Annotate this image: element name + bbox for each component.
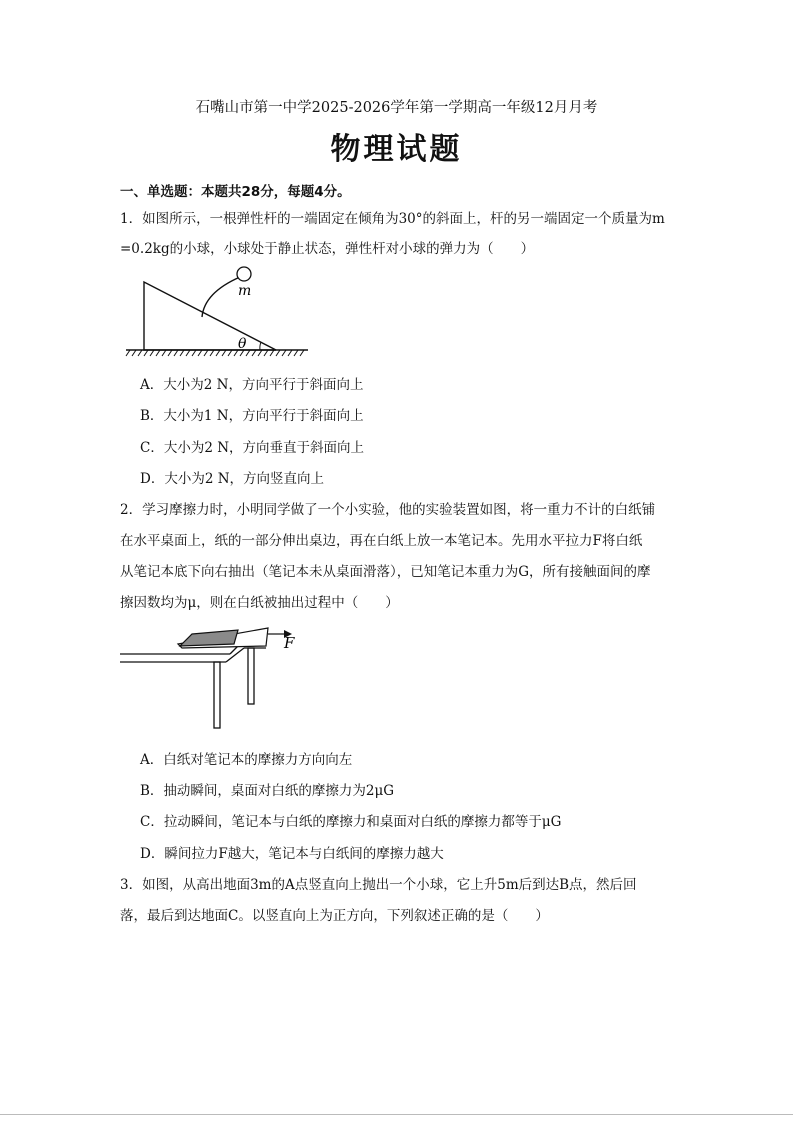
q2-table-figure [118, 618, 308, 733]
q2-stem-line1: 2．学习摩擦力时，小明同学做了一个小实验，他的实验装置如图，将一重力不计的白纸铺 [120, 502, 656, 518]
q1-stem-line2: =0.2kg的小球，小球处于静止状态，弹性杆对小球的弹力为（ ） [120, 241, 535, 257]
q2-option-d: D．瞬间拉力F越大，笔记本与白纸间的摩擦力越大 [140, 846, 444, 862]
force-label: F [284, 634, 295, 652]
q2-option-a: A．白纸对笔记本的摩擦力方向向左 [140, 752, 353, 768]
notebook [180, 630, 238, 646]
q1-option-c: C．大小为2 N，方向垂直于斜面向上 [140, 440, 365, 456]
q2-stem-line4: 擦因数均为μ，则在白纸被抽出过程中（ ） [120, 595, 399, 611]
q2-stem-line2: 在水平桌面上，纸的一部分伸出桌边，再在白纸上放一本笔记本。先用水平拉力F将白纸 [120, 533, 643, 549]
q1-option-d: D．大小为2 N，方向竖直向上 [140, 471, 325, 487]
q2-option-c: C．拉动瞬间，笔记本与白纸的摩擦力和桌面对白纸的摩擦力都等于μG [140, 814, 562, 830]
q2-option-b: B．抽动瞬间，桌面对白纸的摩擦力为2μG [140, 783, 395, 799]
ground-hatching [126, 350, 308, 356]
q2-stem-line3: 从笔记本底下向右抽出（笔记本未从桌面滑落），已知笔记本重力为G，所有接触面间的摩 [120, 564, 651, 580]
ball [237, 267, 251, 281]
exam-header: 石嘴山市第一中学2025-2026学年第一学期高一年级12月月考 [195, 100, 598, 116]
q3-stem-line2: 落，最后到达地面C。以竖直向上为正方向，下列叙述正确的是（ ） [120, 908, 549, 924]
q1-incline-figure [120, 262, 315, 360]
page-title: 物理试题 [330, 132, 463, 167]
q1-stem-line1: 1．如图所示，一根弹性杆的一端固定在倾角为30°的斜面上，杆的另一端固定一个质量为m [120, 211, 665, 227]
mass-label: m [238, 283, 252, 299]
table [120, 644, 266, 728]
q1-option-b: B．大小为1 N，方向平行于斜面向上 [140, 408, 364, 424]
section-heading: 一、单选题：本题共28分，每题4分。 [120, 184, 351, 200]
q3-stem-line1: 3．如图，从高出地面3m的A点竖直向上抛出一个小球，它上升5m后到达B点，然后回 [120, 877, 637, 893]
page-bottom-rule [0, 1114, 793, 1115]
q1-option-a: A．大小为2 N，方向平行于斜面向上 [140, 377, 364, 393]
incline-wedge [144, 282, 276, 350]
elastic-rod [202, 277, 240, 317]
angle-arc [260, 342, 261, 350]
angle-label: θ [238, 336, 247, 352]
